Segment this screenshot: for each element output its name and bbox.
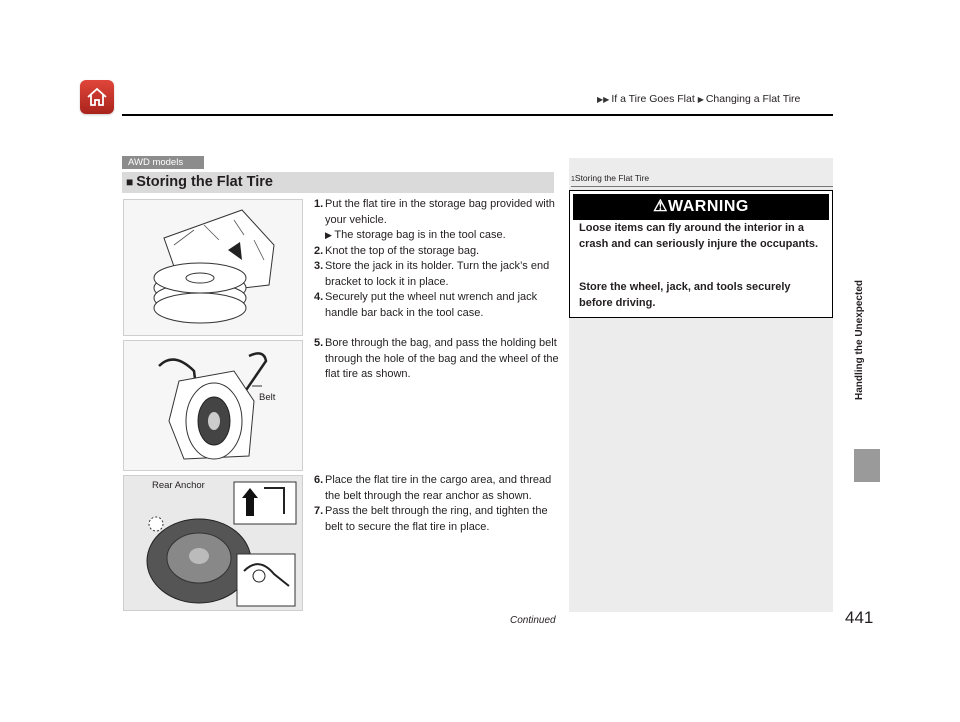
warning-text: Loose items can fly around the interior in a crash and can seriously injure the occupants.: [579, 222, 819, 250]
steps-group-1: [314, 197, 559, 321]
step-item: 1. Put the flat tire in the storage bag provided with your vehicle.: [314, 198, 555, 226]
note-marker-icon: 1: [571, 176, 575, 183]
belt-label: Belt: [259, 392, 276, 403]
continued-label: Continued: [510, 615, 556, 626]
steps-group-2: [314, 336, 559, 383]
step-sub-item: ▶ The storage bag is in the tool case.: [325, 229, 506, 241]
breadcrumb-arrow-icon: ▶: [697, 95, 704, 104]
square-bullet-icon: ■: [126, 175, 134, 189]
section-title-text: Storing the Flat Tire: [136, 174, 273, 190]
home-button[interactable]: [80, 80, 114, 114]
warning-box: [569, 190, 833, 318]
steps-group-3: [314, 473, 559, 535]
belt-through-bag-illustration: [123, 340, 303, 471]
warning-header: ⚠WARNING: [573, 194, 829, 220]
rear-anchor-illustration: [123, 475, 303, 611]
model-badge: AWD models: [122, 156, 204, 169]
step-item: 7. Pass the belt through the ring, and tighten the belt to secure the flat tire in place.: [314, 505, 548, 533]
breadcrumb-item[interactable]: Changing a Flat Tire: [705, 93, 801, 105]
section-title: [122, 172, 554, 193]
page-number: 441: [845, 608, 874, 627]
chapter-tab[interactable]: Handling the Unexpected: [854, 280, 865, 401]
warning-text: Store the wheel, jack, and tools securely before driving.: [579, 281, 791, 309]
rear-anchor-label: Rear Anchor: [152, 480, 205, 491]
step-item: 5. Bore through the bag, and pass the holding belt through the hole of the bag and the wheel of the flat tire as shown.: [314, 337, 559, 380]
sidebar-note-title[interactable]: 1Storing the Flat Tire: [571, 173, 650, 183]
step-item: 6. Place the flat tire in the cargo area, and thread the belt through the rear anchor as shown.: [314, 474, 552, 502]
breadcrumb-arrow-icon: ▶▶: [597, 95, 610, 104]
warning-triangle-icon: ⚠: [653, 198, 668, 215]
step-item: 4. Securely put the wheel nut wrench and jack handle bar back in the tool case.: [314, 291, 538, 319]
sidebar-note-rule: [571, 186, 833, 187]
chapter-marker: [854, 449, 880, 482]
breadcrumb: [597, 93, 800, 105]
arrow-icon: ▶: [325, 230, 335, 240]
step-item: 3. Store the jack in its holder. Turn the jack’s end bracket to lock it in place.: [314, 260, 550, 288]
home-icon: [85, 85, 109, 109]
breadcrumb-item[interactable]: If a Tire Goes Flat: [611, 93, 695, 105]
tire-in-bag-illustration: [123, 199, 303, 336]
step-item: 2. Knot the top of the storage bag.: [314, 244, 480, 257]
header-rule: [122, 114, 833, 116]
